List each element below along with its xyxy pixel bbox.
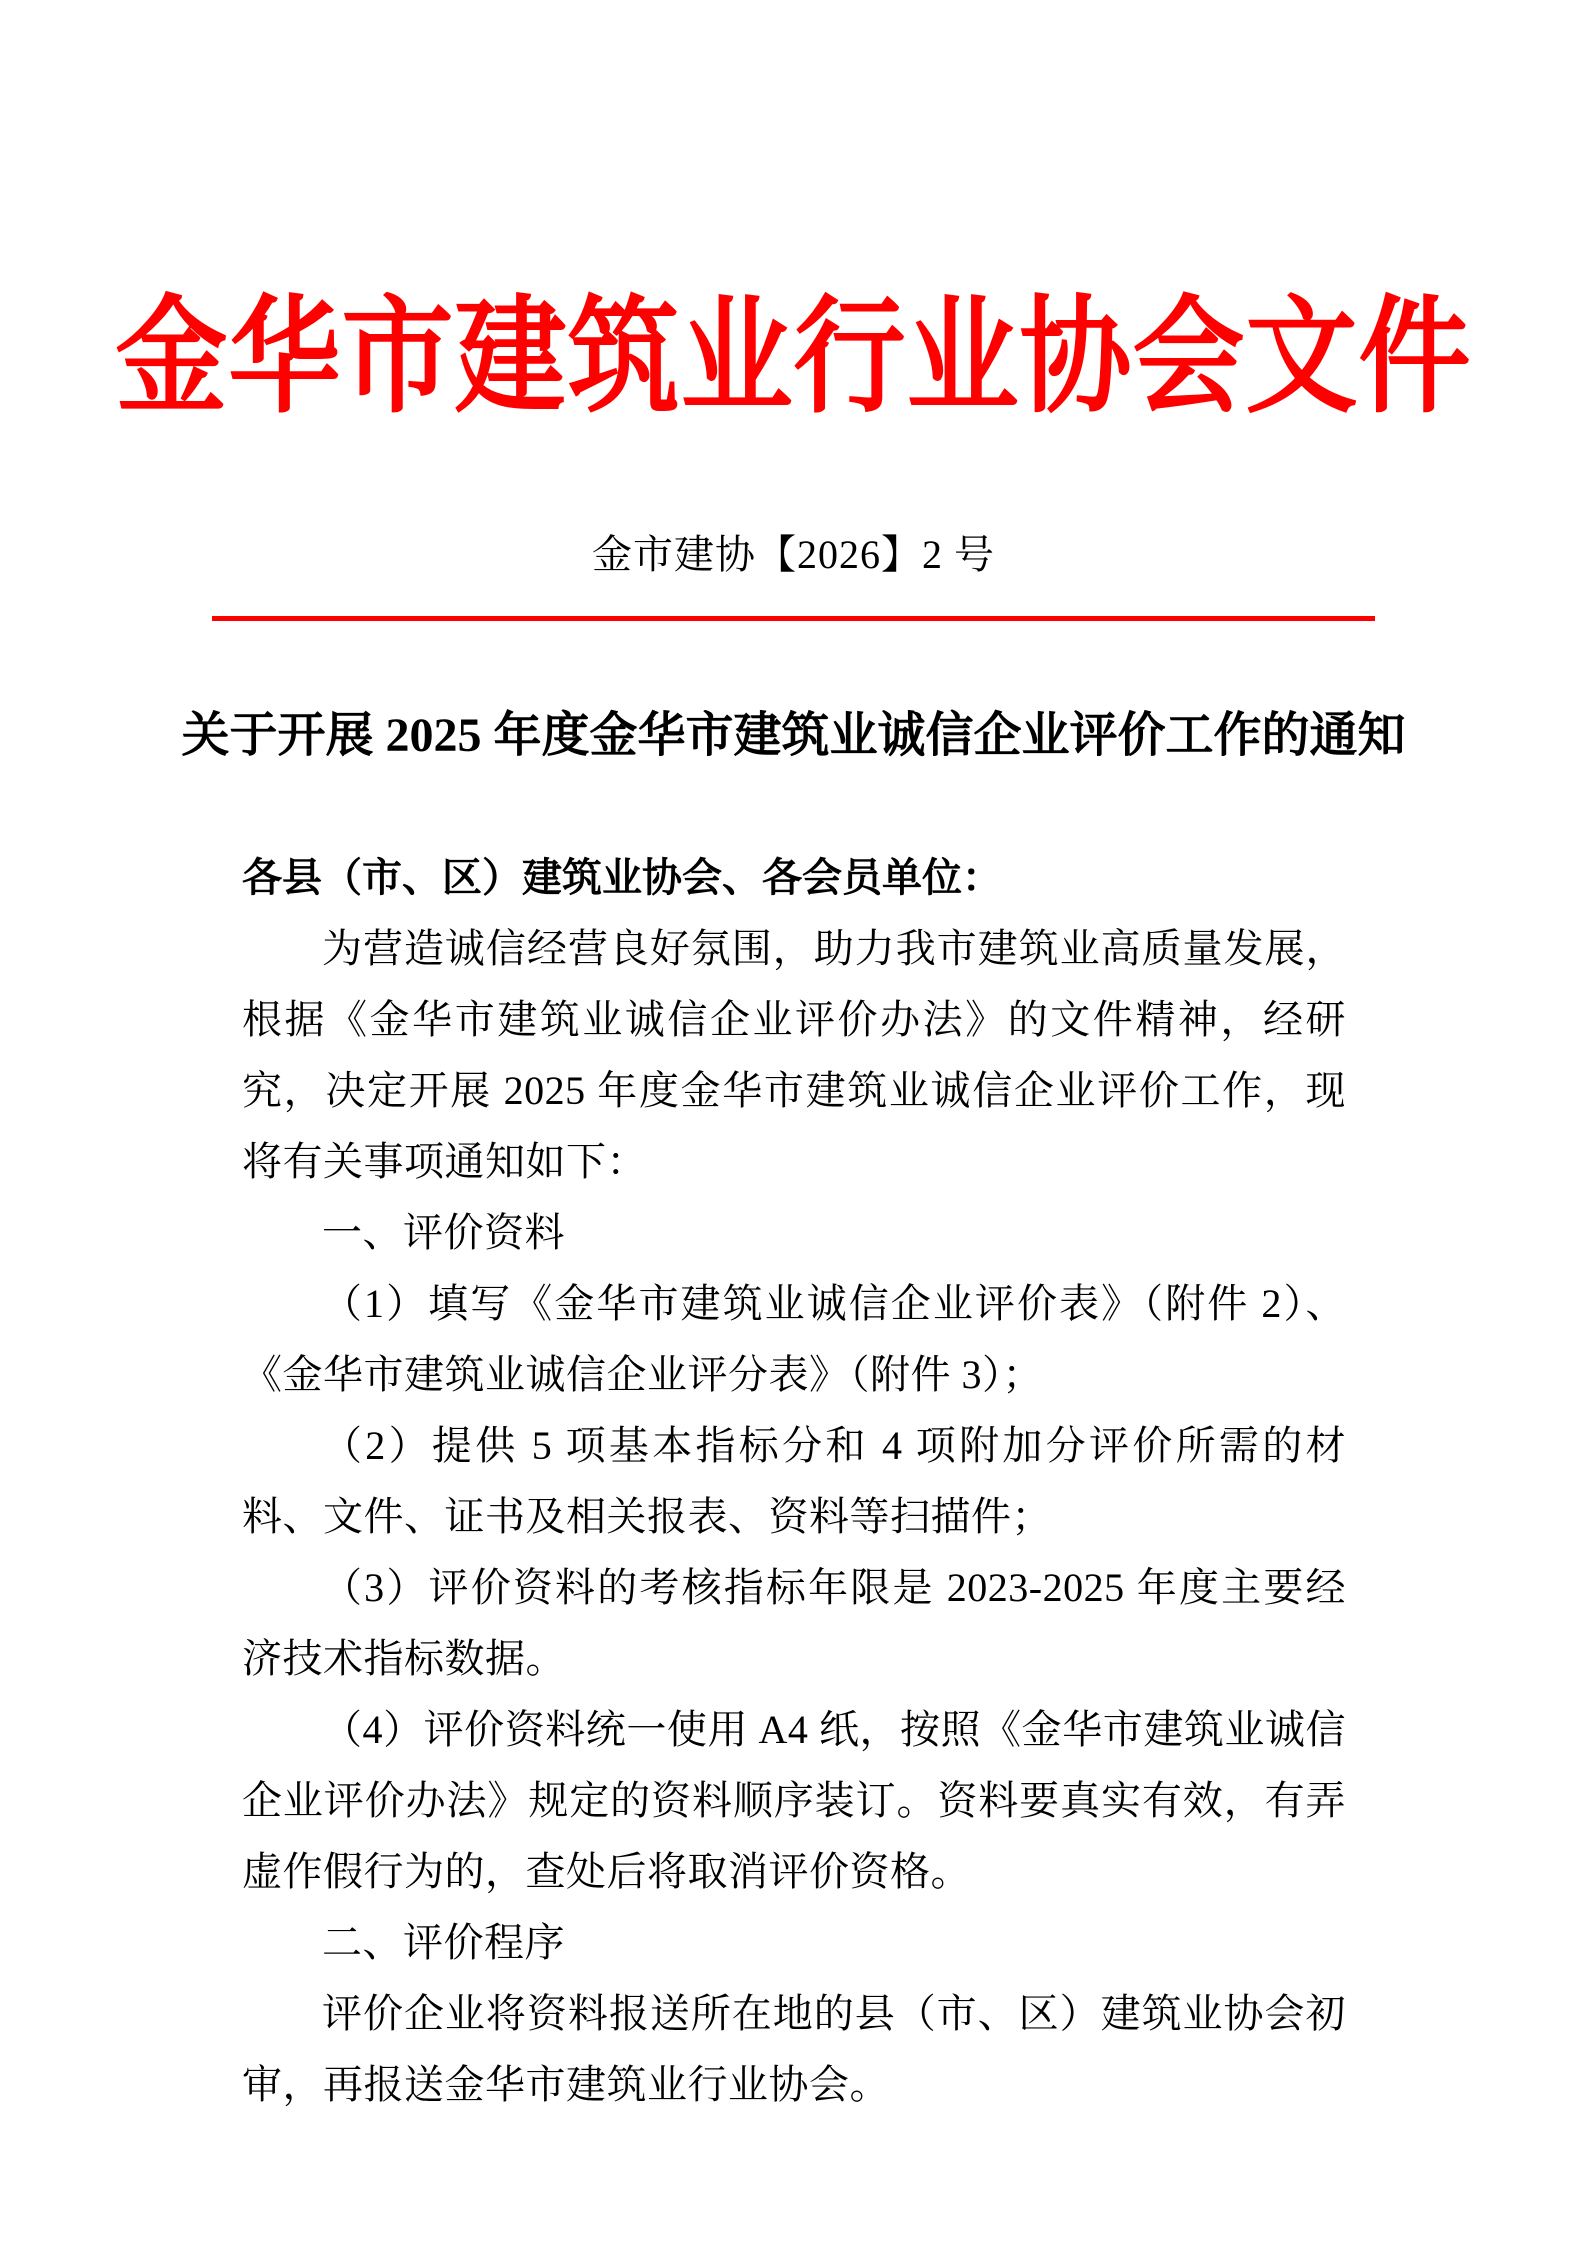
paragraph: （1）填写《金华市建筑业诚信企业评价表》（附件 2）、《金华市建筑业诚信企业评分表》（附件 3）；	[242, 1281, 1346, 1397]
paragraph-list	[242, 913, 1346, 2120]
paragraph: （4）评价资料统一使用 A4 纸，按照《金华市建筑业诚信企业评价办法》规定的资料顺序装订。资料要真实有效，有弄虚作假行为的，查处后将取消评价资格。	[242, 1707, 1346, 1894]
section-heading: 二、评价程序	[322, 1920, 565, 1965]
document-title: 关于开展 2025 年度金华市建筑业诚信企业评价工作的通知	[181, 709, 1406, 762]
paragraph: （2）提供 5 项基本指标分和 4 项附加分评价所需的材料、文件、证书及相关报表、资料等扫描件；	[242, 1423, 1346, 1539]
paragraph: （3）评价资料的考核指标年限是 2023-2025 年度主要经济技术指标数据。	[242, 1565, 1346, 1681]
org-title-banner: 金华市建筑业行业协会文件	[115, 288, 1472, 429]
doc-number: 金市建协【2026】2 号	[592, 532, 995, 577]
section-heading: 一、评价资料	[322, 1210, 565, 1255]
document-body	[242, 842, 1346, 2120]
salutation: 各县（市、区）建筑业协会、各会员单位：	[242, 855, 1002, 900]
red-separator-line	[212, 616, 1375, 621]
paragraph: 评价企业将资料报送所在地的县（市、区）建筑业协会初审，再报送金华市建筑业行业协会。	[242, 1991, 1346, 2107]
paragraph: 为营造诚信经营良好氛围，助力我市建筑业高质量发展，根据《金华市建筑业诚信企业评价办法》的文件精神，经研究，决定开展 2025 年度金华市建筑业诚信企业评价工作，现将有关事项通知如下：	[242, 926, 1346, 1184]
